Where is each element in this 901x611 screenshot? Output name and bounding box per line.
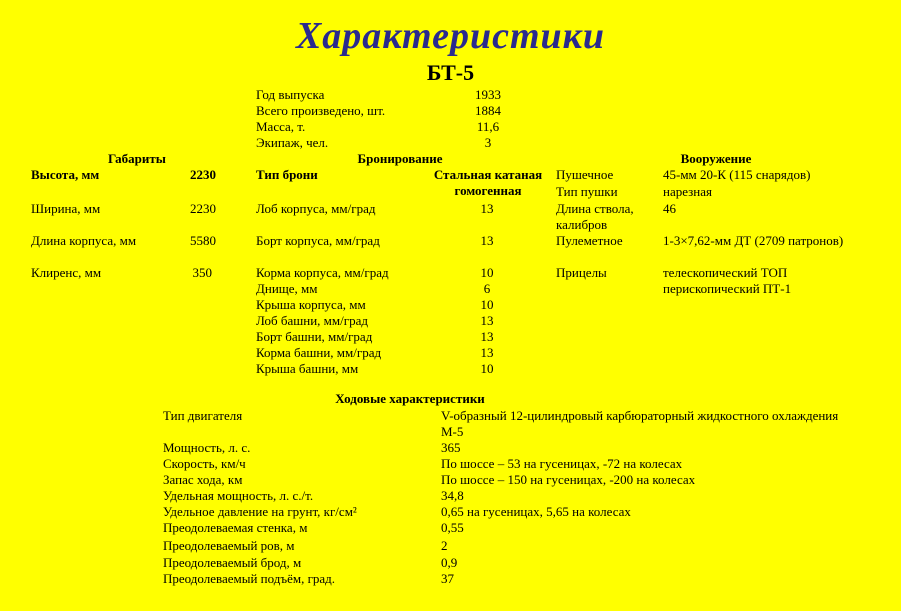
armor-value: 13 <box>480 329 494 344</box>
mobility-label: Запас хода, км <box>163 472 243 487</box>
mobility-label: Тип двигателя <box>163 408 243 423</box>
mobility-value: По шоссе – 53 на гусеницах, -72 на колесах <box>441 456 683 471</box>
dimension-value: 350 <box>192 265 212 280</box>
general-label: Экипаж, чел. <box>256 135 329 150</box>
armor-type-label: Тип брони <box>256 167 318 182</box>
weapon-label: Тип пушки <box>556 184 618 199</box>
weapon-value: 1-3×7,62-мм ДТ (2709 патронов) <box>663 233 844 248</box>
armor-value: 13 <box>480 233 494 248</box>
armor-value: 13 <box>480 201 494 216</box>
armor-label: Днище, мм <box>256 281 318 296</box>
mobility-value: 365 <box>441 440 461 455</box>
weapon-label: Прицелы <box>556 265 607 280</box>
weapon-value: перископический ПТ-1 <box>663 281 792 296</box>
armor-value: 6 <box>483 281 491 296</box>
dimension-label: Высота, мм <box>31 167 100 182</box>
weapon-value: нарезная <box>663 184 712 199</box>
dimension-value: 2230 <box>190 201 216 216</box>
armor-label: Крыша корпуса, мм <box>256 297 366 312</box>
weapon-value: 46 <box>663 201 676 216</box>
dimension-label: Ширина, мм <box>31 201 101 216</box>
mobility-value: 37 <box>441 571 454 586</box>
mobility-label: Мощность, л. с. <box>163 440 251 455</box>
page-title: Характеристики <box>295 15 606 57</box>
general-label: Всего произведено, шт. <box>256 103 386 118</box>
mobility-label: Преодолеваемый брод, м <box>163 555 302 570</box>
weapons-header: Вооружение <box>680 151 752 166</box>
general-label: Год выпуска <box>256 87 325 102</box>
armor-label: Крыша башни, мм <box>256 361 359 376</box>
dimension-value: 5580 <box>190 233 216 248</box>
weapon-value: 45-мм 20-К (115 снарядов) <box>663 167 811 182</box>
mobility-value: По шоссе – 150 на гусеницах, -200 на колесах <box>441 472 696 487</box>
armor-value: 10 <box>480 265 494 280</box>
general-value: 1933 <box>475 87 501 102</box>
dimensions-header: Габариты <box>108 151 166 166</box>
general-label: Масса, т. <box>256 119 306 134</box>
armor-value: 10 <box>480 297 494 312</box>
armor-label: Лоб башни, мм/град <box>256 313 368 328</box>
mobility-label: Преодолеваемый подъём, град. <box>163 571 336 586</box>
mobility-label: Преодолеваемая стенка, м <box>163 520 308 535</box>
armor-label: Борт башни, мм/град <box>256 329 373 344</box>
armor-value: 13 <box>480 313 494 328</box>
mobility-value: 0,65 на гусеницах, 5,65 на колесах <box>441 504 631 519</box>
weapon-value: телескопический ТОП <box>663 265 788 280</box>
mobility-header: Ходовые характеристики <box>335 391 485 406</box>
armor-label: Корма башни, мм/град <box>256 345 382 360</box>
mobility-value: 2 <box>441 538 448 553</box>
armor-value: 13 <box>480 345 494 360</box>
dimension-value: 2230 <box>190 167 216 182</box>
armor-value: 10 <box>480 361 494 376</box>
tank-name: БТ-5 <box>426 60 475 85</box>
armor-label: Корма корпуса, мм/град <box>256 265 389 280</box>
armor-type-value: Стальная катаная гомогенная <box>433 167 543 198</box>
armor-label: Лоб корпуса, мм/град <box>256 201 376 216</box>
mobility-value: М-5 <box>441 424 464 439</box>
armor-header: Бронирование <box>357 151 443 166</box>
dimension-label: Клиренс, мм <box>31 265 102 280</box>
weapon-label: Пулеметное <box>556 233 623 248</box>
mobility-label: Удельная мощность, л. с./т. <box>163 488 314 503</box>
mobility-value: 0,9 <box>441 555 458 570</box>
armor-label: Борт корпуса, мм/град <box>256 233 380 248</box>
weapon-label: Пушечное <box>556 167 614 182</box>
mobility-label: Преодолеваемый ров, м <box>163 538 295 553</box>
general-value: 1884 <box>475 103 501 118</box>
mobility-label: Скорость, км/ч <box>163 456 246 471</box>
general-value: 3 <box>484 135 492 150</box>
general-value: 11,6 <box>476 119 500 134</box>
mobility-value: 34,8 <box>441 488 464 503</box>
mobility-value: 0,55 <box>441 520 464 535</box>
mobility-label: Удельное давление на грунт, кг/см² <box>163 504 357 519</box>
mobility-value: V-образный 12-цилиндровый карбюраторный жидкостного охлаждения <box>441 408 839 423</box>
dimension-label: Длина корпуса, мм <box>31 233 137 248</box>
weapon-label: Длина ствола, калибров <box>556 201 634 232</box>
